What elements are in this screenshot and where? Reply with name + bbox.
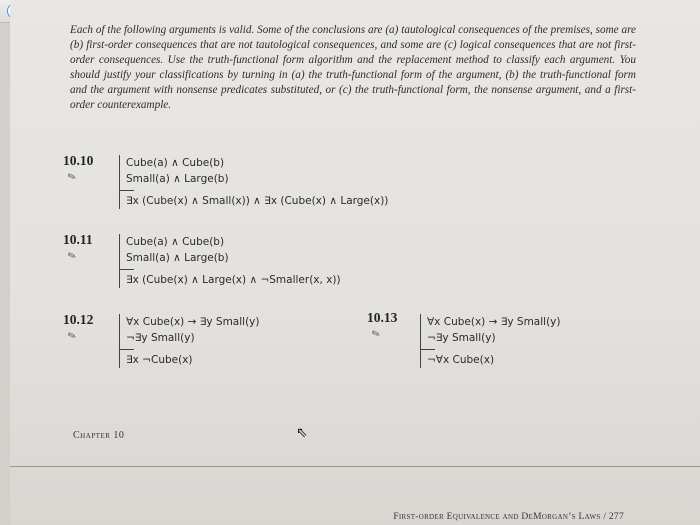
exercise-number: 10.11 bbox=[63, 232, 93, 247]
premise: ¬∃y Small(y) bbox=[126, 332, 195, 344]
fitch-bar bbox=[421, 349, 435, 350]
premise: Cube(a) ∧ Cube(b) bbox=[126, 236, 225, 248]
premise: ∀x Cube(x) → ∃y Small(y) bbox=[427, 316, 561, 328]
fitch-proof-10-13 bbox=[420, 314, 560, 368]
premise: Cube(a) ∧ Cube(b) bbox=[126, 157, 225, 169]
fitch-bar bbox=[120, 190, 134, 191]
premise: Small(a) ∧ Large(b) bbox=[126, 252, 229, 264]
premise: ¬∃y Small(y) bbox=[427, 332, 496, 344]
fitch-proof-10-12 bbox=[119, 314, 259, 368]
conclusion: ∃x (Cube(x) ∧ Small(x)) ∧ ∃x (Cube(x) ∧ Large(x)) bbox=[126, 195, 389, 207]
exercise-number: 10.12 bbox=[63, 312, 94, 327]
pencil-icon: ✎ bbox=[66, 170, 79, 185]
fitch-proof-10-11 bbox=[119, 234, 341, 288]
mouse-cursor-icon: ⇖ bbox=[296, 426, 308, 441]
pencil-icon: ✎ bbox=[370, 327, 383, 342]
fitch-bar bbox=[120, 269, 134, 270]
exercise-number: 10.10 bbox=[63, 153, 94, 168]
chapter-label: Chapter 10 bbox=[73, 430, 125, 441]
premise: Small(a) ∧ Large(b) bbox=[126, 173, 229, 185]
exercise-instructions: Each of the following arguments is valid. Some of the conclusions are (a) tautological consequences of the premises, some are (b) first-order consequences that are not tautological consequences, and some are (c) logical consequences that are not first-order consequences. Use the truth-functional form algorithm and the replacement method to classify each argument. You should justify your classifications by turning in (a) the truth-functional form of the argument, (b) the truth-functional form and the argument with nonsense predicates substituted, or (c) the truth-functional form, the nonsense argument, and a first-order counterexample. bbox=[70, 24, 636, 111]
conclusion: ∃x ¬Cube(x) bbox=[126, 354, 193, 366]
fitch-bar bbox=[120, 349, 134, 350]
conclusion: ∃x (Cube(x) ∧ Large(x) ∧ ¬Smaller(x, x)) bbox=[126, 274, 341, 286]
pencil-icon: ✎ bbox=[66, 329, 79, 344]
pencil-icon: ✎ bbox=[66, 249, 79, 264]
conclusion: ¬∀x Cube(x) bbox=[427, 354, 495, 366]
fitch-proof-10-10 bbox=[119, 155, 388, 209]
premise: ∀x Cube(x) → ∃y Small(y) bbox=[126, 316, 260, 328]
exercise-number: 10.13 bbox=[367, 310, 398, 325]
document-page bbox=[10, 0, 700, 525]
page-footer: First-order Equivalence and DeMorgan’s Laws / 277 bbox=[393, 512, 624, 522]
page-divider bbox=[10, 466, 700, 467]
